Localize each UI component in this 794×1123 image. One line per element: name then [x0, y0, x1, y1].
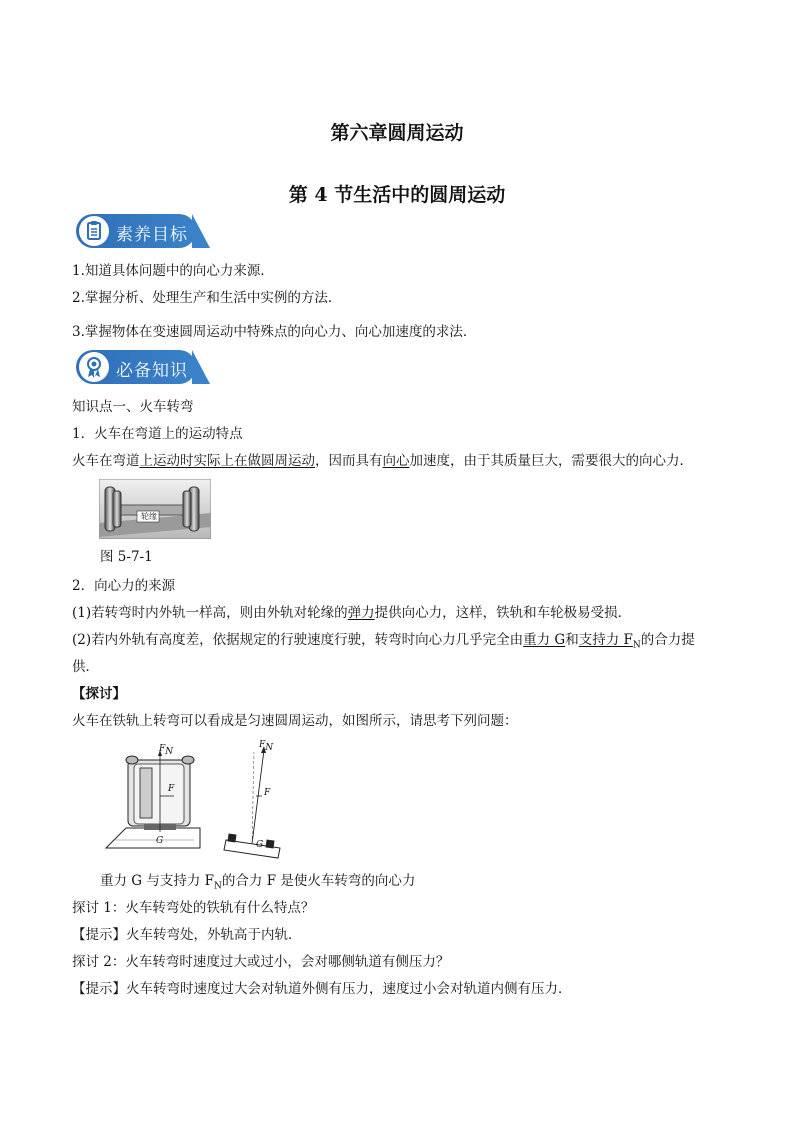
explore-text: 火车在铁轨上转弯可以看成是匀速圆周运动，如图所示，请思考下列问题：	[72, 713, 518, 729]
badge-label: 素养目标	[116, 225, 188, 245]
award-icon	[79, 352, 109, 382]
force-label-fn-2: $F_N$	[259, 740, 274, 753]
explore-heading: 【探讨】	[72, 686, 126, 702]
question-1: 探讨 1：火车转弯处的铁轨有什么特点？	[72, 900, 315, 916]
answer-2: 【提示】火车转弯时速度过大会对轨道外侧有压力，速度过小会对轨道内侧有压力．	[72, 981, 572, 997]
force-label-fn: $F_N$	[159, 744, 174, 757]
paragraph-1: 火车在弯道上运动时实际上在做圆周运动，因而具有向心加速度，由于其质量巨大，需要很大的向心力．	[72, 453, 693, 469]
figure-2-caption: 重力 G 与支持力 $F_N$的合力 F 是使火车转弯的向心力	[100, 873, 416, 892]
figure-1-caption: 图 5-7-1	[100, 549, 153, 565]
goal-2: 2.掌握分析、处理生产和生活中实例的方法．	[72, 290, 342, 306]
paragraph-3: (2)若内外轨有高度差，依据规定的行驶速度行驶，转弯时向心力几乎完全由重力 G和支持力 $F_N$的合力提	[72, 632, 695, 651]
goal-3: 3.掌握物体在变速圆周运动中特殊点的向心力、向心加速度的求法．	[72, 324, 477, 340]
force-label-f: F	[168, 784, 175, 794]
paragraph-3-cont: 供．	[72, 659, 99, 675]
section-badge-goals	[76, 214, 196, 248]
question-2: 探讨 2：火车转弯时速度过大或过小，会对哪侧轨道有侧压力？	[72, 954, 450, 970]
figure-label: 轮缘	[141, 512, 157, 521]
clipboard-icon	[79, 216, 109, 246]
chapter-title: 第六章圆周运动	[330, 122, 464, 144]
goal-1: 1.知道具体问题中的向心力来源．	[72, 263, 274, 279]
force-label-f-2: F	[264, 788, 271, 798]
section-badge-knowledge	[76, 350, 196, 384]
section-title: 第 4 节生活中的圆周运动	[288, 184, 506, 206]
answer-1: 【提示】火车转弯处，外轨高于内轨．	[72, 927, 302, 943]
heading-1: 1．火车在弯道上的运动特点	[72, 426, 243, 442]
train-force-diagram	[104, 736, 294, 862]
badge-label: 必备知识	[116, 361, 188, 381]
force-label-g: G	[156, 836, 164, 846]
knowledge-point-1: 知识点一、火车转弯	[72, 399, 194, 415]
paragraph-2: (1)若转弯时内外轨一样高，则由外轨对轮缘的弹力提供向心力，这样，铁轨和车轮极易受损．	[72, 605, 632, 621]
force-label-g-2: G	[256, 840, 264, 850]
wheel-flange-figure	[99, 479, 211, 539]
heading-2: 2．向心力的来源	[72, 578, 176, 594]
